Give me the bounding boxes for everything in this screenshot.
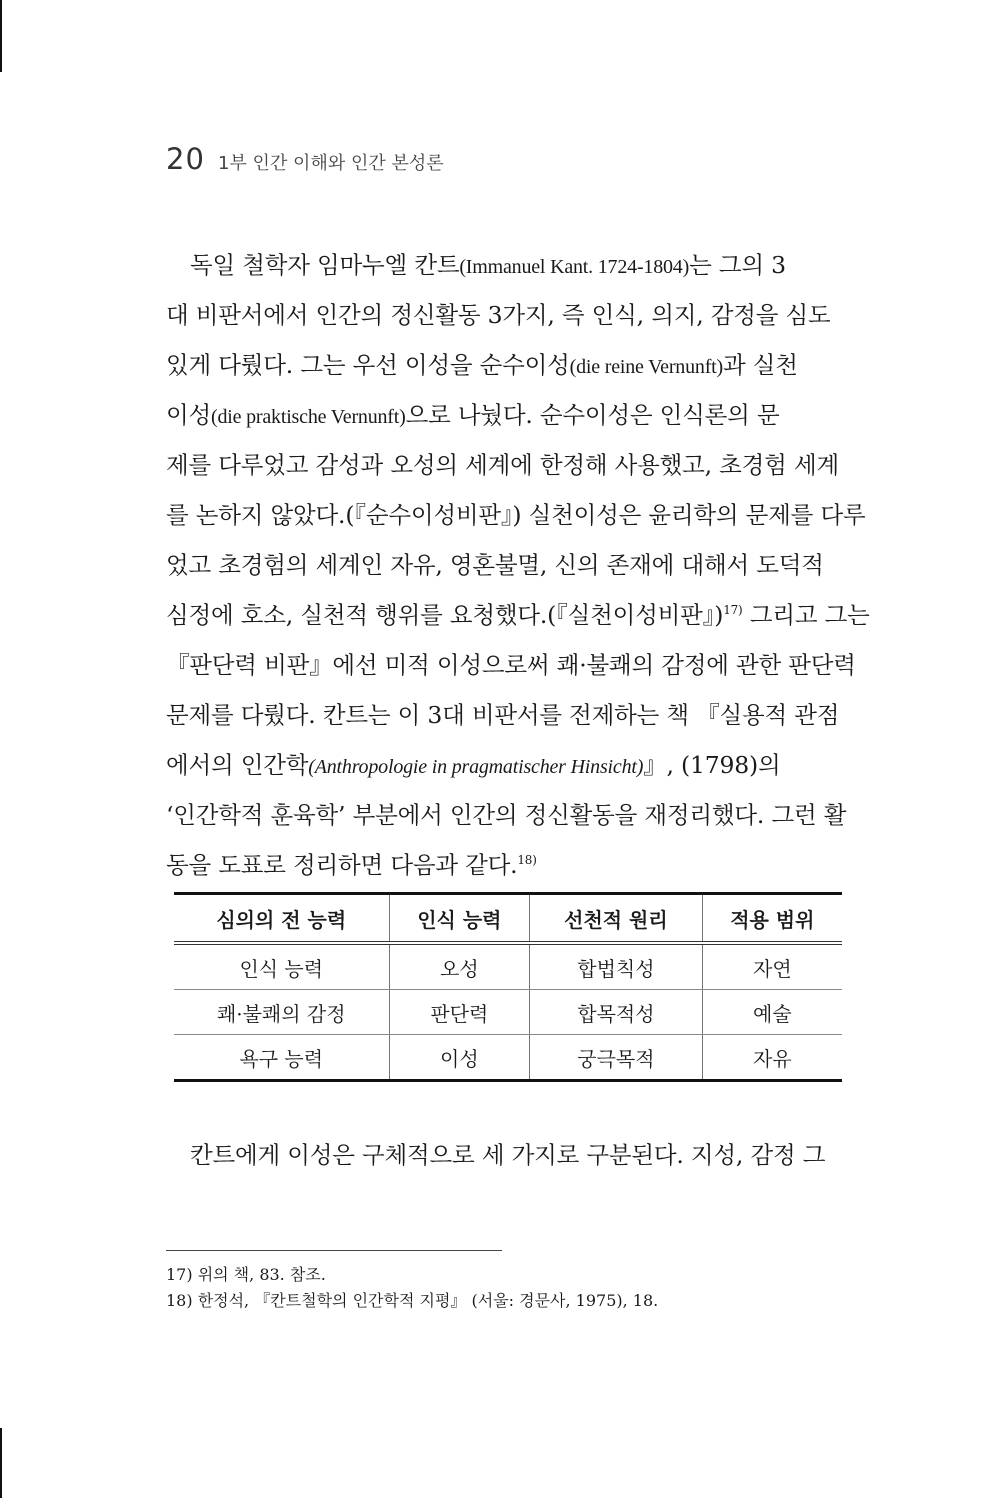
footnote-ref-17: 17) bbox=[723, 603, 743, 618]
crop-mark-top bbox=[0, 0, 2, 72]
table-header-cell: 심의의 전 능력 bbox=[174, 894, 389, 944]
text-line bbox=[166, 390, 834, 440]
text-line: 제를 다루었고 감성과 오성의 세계에 한정해 사용했고, 초경험 세계 bbox=[166, 451, 839, 479]
table-cell: 자연 bbox=[702, 943, 842, 990]
text-line: 『판단력 비판』에선 미적 이성으로써 쾌·불쾌의 감정에 관한 판단력 bbox=[166, 651, 856, 679]
text-run: 과 실천 bbox=[723, 351, 798, 379]
table-cell: 인식 능력 bbox=[174, 943, 389, 990]
text-line: 칸트에게 이성은 구체적으로 세 가지로 구분된다. 지성, 감정 그 bbox=[190, 1141, 826, 1169]
latin-run: (die reine Vernunft) bbox=[569, 356, 723, 378]
text-line: ‘인간학적 훈육학’ 부분에서 인간의 정신활동을 재정리했다. 그런 활 bbox=[166, 801, 847, 829]
text-line bbox=[166, 340, 834, 390]
faculties-table bbox=[174, 892, 842, 1082]
table-cell: 합법칙성 bbox=[530, 943, 703, 990]
footnotes bbox=[166, 1262, 658, 1314]
table-header-row bbox=[174, 894, 842, 944]
crop-mark-bottom bbox=[0, 1428, 2, 1498]
text-run: 동을 도표로 정리하면 다음과 같다. bbox=[166, 851, 518, 879]
table-header-cell: 선천적 원리 bbox=[530, 894, 703, 944]
table-cell: 오성 bbox=[389, 943, 530, 990]
text-run: 이성 bbox=[166, 401, 212, 429]
text-line: 문제를 다뤘다. 칸트는 이 3대 비판서를 전제하는 책 『실용적 관점 bbox=[166, 701, 840, 729]
text-line bbox=[166, 740, 834, 790]
table-cell: 자유 bbox=[702, 1035, 842, 1081]
chapter-title: 1부 인간 이해와 인간 본성론 bbox=[218, 153, 444, 174]
text-line bbox=[166, 840, 834, 890]
footnote-18: 18) 한정석, 『칸트철학의 인간학적 지평』 (서울: 경문사, 1975), 18. bbox=[166, 1291, 659, 1310]
table-cell: 판단력 bbox=[389, 990, 530, 1035]
text-run: 그리고 그는 bbox=[742, 601, 870, 629]
text-run: 있게 다뤘다. 그는 우선 이성을 순수이성 bbox=[166, 351, 570, 379]
table-row bbox=[174, 1035, 842, 1081]
table-row bbox=[174, 990, 842, 1035]
page-number: 20 bbox=[166, 142, 205, 176]
table-cell: 궁극목적 bbox=[530, 1035, 703, 1081]
footnote-ref-18: 18) bbox=[517, 853, 537, 868]
latin-run: (Anthropologie in pragmatischer Hinsicht) bbox=[308, 756, 644, 778]
text-run: 는 그의 3 bbox=[689, 251, 786, 279]
text-run: 심정에 호소, 실천적 행위를 요청했다.(『실천이성비판』) bbox=[166, 601, 724, 629]
text-line: 를 논하지 않았다.(『순수이성비판』) 실천이성은 윤리학의 문제를 다루 bbox=[166, 501, 866, 529]
footnote-divider bbox=[166, 1250, 502, 1251]
table-header-cell: 적용 범위 bbox=[702, 894, 842, 944]
table-cell: 합목적성 bbox=[530, 990, 703, 1035]
paragraph-reason-division bbox=[166, 1130, 834, 1180]
text-line bbox=[166, 240, 834, 290]
latin-run: (Immanuel Kant. 1724-1804) bbox=[459, 256, 690, 278]
text-run: 으로 나눴다. 순수이성은 인식론의 문 bbox=[405, 401, 780, 429]
table-cell: 욕구 능력 bbox=[174, 1035, 389, 1081]
text-line: 대 비판서에서 인간의 정신활동 3가지, 즉 인식, 의지, 감정을 심도 bbox=[166, 301, 831, 329]
paragraph-kant-critiques bbox=[166, 240, 870, 890]
table-header-cell: 인식 능력 bbox=[389, 894, 530, 944]
table-cell: 예술 bbox=[702, 990, 842, 1035]
text-line bbox=[166, 590, 870, 640]
text-run: 에서의 인간학 bbox=[166, 751, 309, 779]
latin-run: (die praktische Vernunft) bbox=[211, 406, 406, 428]
table-cell: 이성 bbox=[389, 1035, 530, 1081]
running-header bbox=[166, 142, 444, 176]
table-row bbox=[174, 943, 842, 990]
text-run: 독일 철학자 임마누엘 칸트 bbox=[190, 251, 460, 279]
table-cell: 쾌·불쾌의 감정 bbox=[174, 990, 389, 1035]
text-run: 』, (1798)의 bbox=[643, 751, 781, 779]
footnote-17: 17) 위의 책, 83. 참조. bbox=[166, 1265, 326, 1284]
text-line: 었고 초경험의 세계인 자유, 영혼불멸, 신의 존재에 대해서 도덕적 bbox=[166, 551, 824, 579]
